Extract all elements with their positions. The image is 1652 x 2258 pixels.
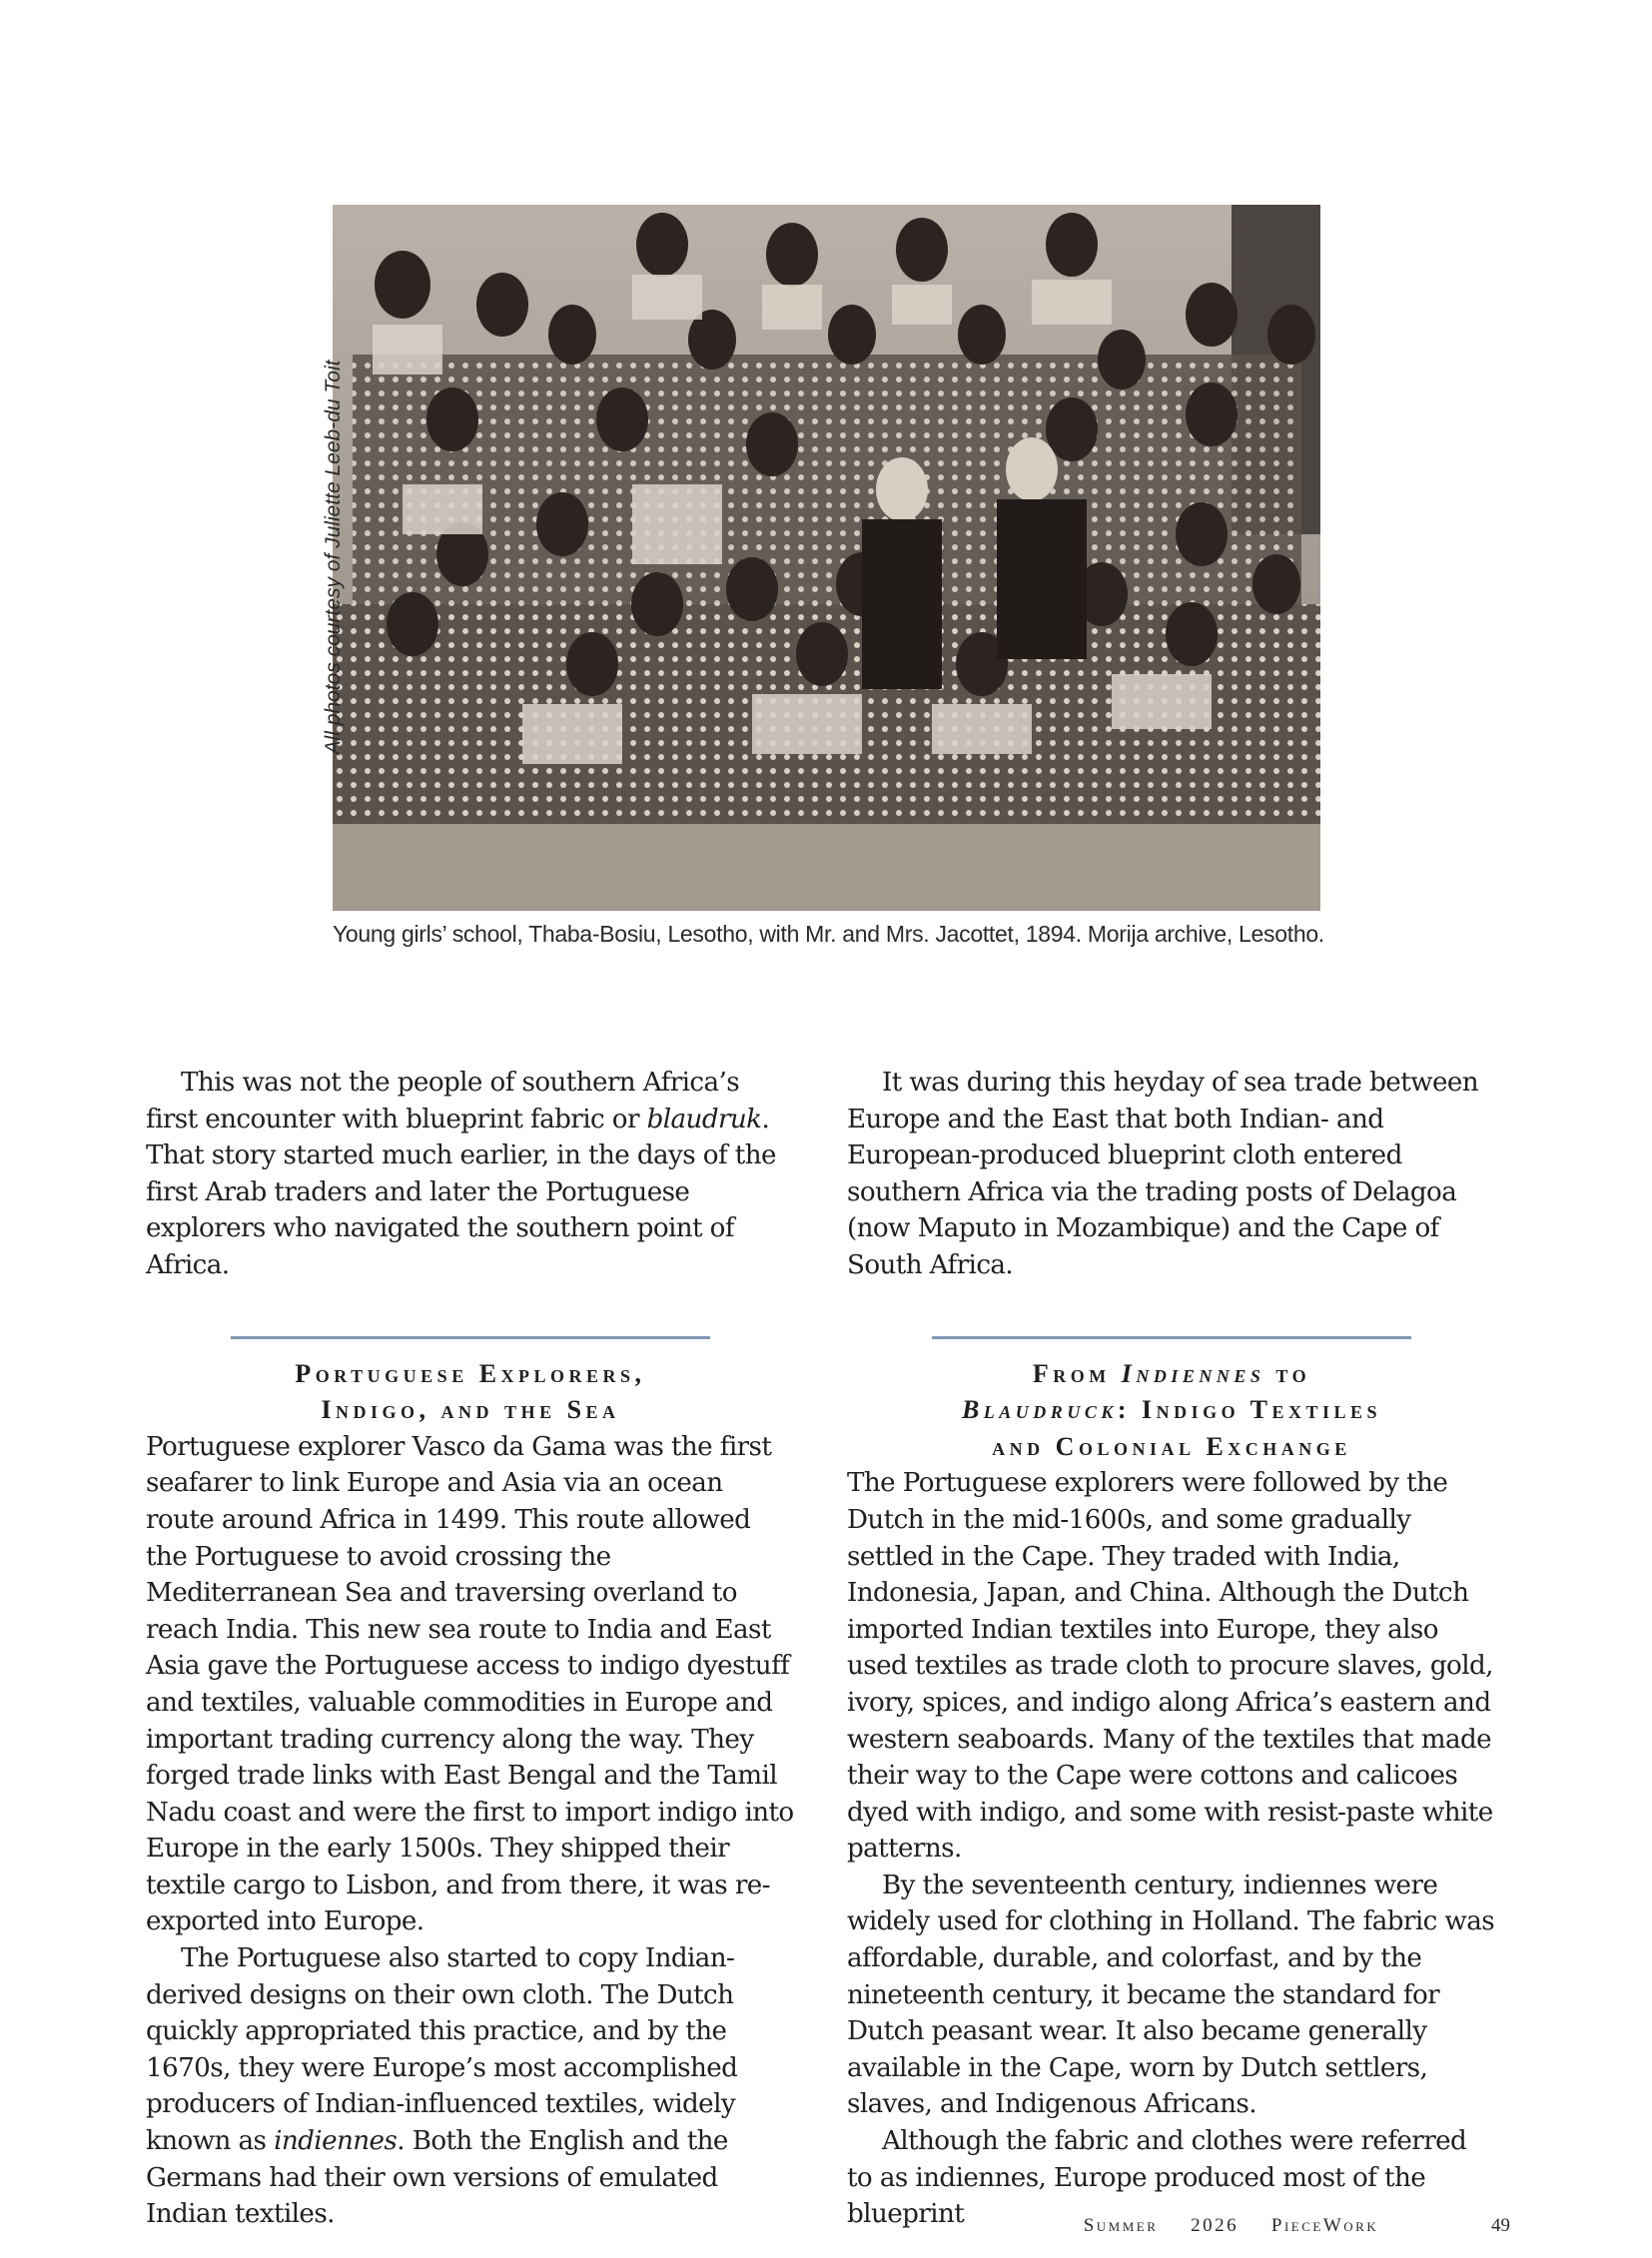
group-photo-image bbox=[333, 205, 1320, 911]
section-heading-left-line1: Portuguese Explorers, bbox=[295, 1358, 646, 1388]
page-number: 49 bbox=[1491, 2215, 1510, 2236]
section-heading-right bbox=[847, 1356, 1496, 1466]
heading-blaudruck: Blaudruck bbox=[961, 1395, 1118, 1425]
left-intro-paragraph bbox=[146, 1065, 795, 1284]
heading-indiennes: Indiennes bbox=[1121, 1358, 1265, 1388]
section-heading-right-line1 bbox=[847, 1356, 1496, 1393]
right-paragraph-2: By the seventeenth century, indiennes were widely used for clothing in Holland. The fabric was affordable, durable, and colorfast, and by the nineteenth century, it became the standard for Dutch peasant wear. It also became generally available in the Cape, worn by Dutch settlers, slaves, and Indigenous Africans. bbox=[847, 1870, 1495, 2120]
photo-credit-text: All photos courtesy of Juliette Leeb-du Toit bbox=[322, 360, 345, 755]
section-divider-left bbox=[231, 1336, 710, 1339]
photo-caption: Young girls’ school, Thaba-Bosiu, Lesotho, with Mr. and Mrs. Jacottet, 1894. Morija archive, Lesotho. bbox=[333, 921, 1324, 947]
footer-year: 2026 bbox=[1191, 2215, 1239, 2236]
heading-from: From bbox=[1032, 1358, 1122, 1388]
left-paragraph-2 bbox=[146, 1940, 795, 2233]
left-p2-text-a: The Portuguese also started to copy Indian-derived designs on their own cloth. The Dutch quickly appropriated this practice, and by the 1670s, they were Europe’s most accomplished producers of Indian-influenced textiles, widely known as bbox=[146, 1943, 738, 2157]
footer-season: Summer bbox=[1083, 2215, 1159, 2236]
left-column bbox=[146, 1065, 795, 2233]
group-photo bbox=[333, 205, 1320, 911]
left-intro-term: blaudruk bbox=[646, 1104, 762, 1134]
left-p2-text-b: . Both the English and the Germans had their own versions of emulated Indian textiles. bbox=[146, 2126, 728, 2230]
right-paragraph-1: The Portuguese explorers were followed by the Dutch in the mid-1600s, and some gradually settled in the Cape. They traded with India, Indonesia, Japan, and China. Although the Dutch imported Indian textiles into Europe, they also used textiles as trade cloth to procure slaves, gold, ivory, spices, and indigo along Africa’s eastern and western seaboards. Many of the textiles that made their way to the Cape were cottons and calicoes dyed with indigo, and some with resist-paste white patterns. bbox=[847, 1468, 1493, 1865]
right-intro-paragraph: It was during this heyday of sea trade between Europe and the East that both Indian- and European-produced blueprint cloth entered southern Africa via the trading posts of Delagoa (now Maputo in Mozambique) and the Cape of South Africa. bbox=[847, 1068, 1479, 1280]
right-column bbox=[847, 1065, 1496, 2233]
heading-rest: : Indigo Textiles bbox=[1117, 1395, 1382, 1425]
footer-magazine: PieceWork bbox=[1270, 2215, 1379, 2236]
left-intro-text-a: This was not the people of southern Africa’s first encounter with blueprint fabric or bbox=[146, 1068, 740, 1134]
heading-to: to bbox=[1264, 1358, 1311, 1388]
page-footer bbox=[1084, 2215, 1510, 2237]
left-p2-term: indiennes bbox=[274, 2126, 398, 2157]
left-intro-text-b: . That story started much earlier, in the days of the first Arab traders and later the Portuguese explorers who navigated the southern point of Africa. bbox=[146, 1104, 776, 1280]
section-heading-right-line3: and Colonial Exchange bbox=[992, 1431, 1351, 1461]
left-paragraph-1: Portuguese explorer Vasco da Gama was the first seafarer to link Europe and Asia via an ocean route around Africa in 1499. This route allowed the Portuguese to avoid crossing the Mediterranean Sea and traversing overland to reach India. This new sea route to India and East Asia gave the Portuguese access to indigo dyestuff and textiles, valuable commodities in Europe and important trading currency along the way. They forged trade links with East Bengal and the Tamil Nadu coast and were the first to import indigo into Europe in the early 1500s. They shipped their textile cargo to Lisbon, and from there, it was re-exported into Europe. bbox=[146, 1431, 794, 1937]
section-divider-right bbox=[932, 1336, 1411, 1339]
right-paragraph-3: Although the fabric and clothes were referred to as indiennes, Europe produced most of the blueprint bbox=[847, 2126, 1467, 2230]
section-heading-left-line2: Indigo, and the Sea bbox=[321, 1395, 620, 1425]
section-heading-right-line2 bbox=[847, 1392, 1496, 1429]
section-heading-left bbox=[146, 1356, 795, 1429]
